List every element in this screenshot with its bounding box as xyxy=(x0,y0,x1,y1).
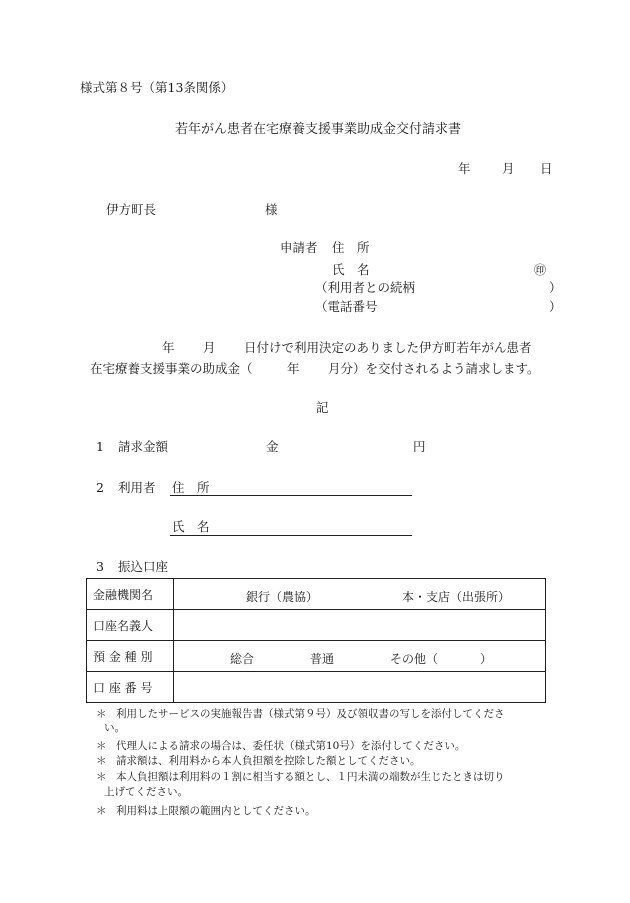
item1-label: 請求金額 xyxy=(118,439,169,454)
account-number-label: 口 座 番 号 xyxy=(87,672,174,703)
note-text: 利用したサービスの実施報告書（様式第９号）及び領収書の写しを添付してくださ xyxy=(116,708,505,720)
account-holder-label: 口座名義人 xyxy=(87,610,174,641)
applicant-relation-label: （利用者との続柄 xyxy=(315,280,416,295)
date-month: 月 xyxy=(502,161,515,176)
deposit-option-other-close: ） xyxy=(480,652,493,666)
bank-kind-text: 銀行（農協） xyxy=(246,590,319,604)
form-number: 様式第８号（第13条関係） xyxy=(80,80,234,95)
table-row xyxy=(87,610,546,641)
body-line2-month-part: 月分）を交付されるよう請求します。 xyxy=(328,361,540,376)
item2-name-label: 氏 名 xyxy=(172,519,210,534)
body-line1-rest: 日付けで利用決定のありました伊方町若年がん患者 xyxy=(244,340,532,355)
asterisk-icon: ＊ xyxy=(96,771,107,783)
body-year: 年 xyxy=(162,340,175,355)
asterisk-icon: ＊ xyxy=(96,755,107,767)
bank-name-cell[interactable] xyxy=(174,579,546,610)
addressee-honorific: 様 xyxy=(265,202,278,217)
addressee-name: 伊方町長 xyxy=(106,202,157,217)
branch-kind-text: 本・支店（出張所） xyxy=(402,590,511,604)
account-number-cell[interactable] xyxy=(174,672,546,703)
deposit-type-label: 預 金 種 別 xyxy=(87,641,174,672)
item2-number: 2 xyxy=(96,480,104,495)
body-month: 月 xyxy=(203,340,216,355)
deposit-type-cell[interactable] xyxy=(174,641,546,672)
table-row xyxy=(87,579,546,610)
body-line2-year: 年 xyxy=(287,361,300,376)
note-text: 利用料は上限額の範囲内としてください。 xyxy=(116,805,316,817)
note-text: 上げてください。 xyxy=(104,786,188,798)
ki-heading: 記 xyxy=(316,400,329,415)
document-title: 若年がん患者在宅療養支援事業助成金交付請求書 xyxy=(175,122,462,137)
table-row xyxy=(87,672,546,703)
bank-account-table xyxy=(86,578,546,703)
user-address-underline[interactable] xyxy=(170,495,412,496)
relation-close-paren: ） xyxy=(549,280,562,295)
item1-number: 1 xyxy=(96,439,104,454)
phone-close-paren: ） xyxy=(549,299,562,314)
item1-kin: 金 xyxy=(266,439,279,454)
asterisk-icon: ＊ xyxy=(96,708,107,720)
date-year: 年 xyxy=(458,161,471,176)
applicant-name-label: 氏 名 xyxy=(332,262,370,277)
table-row xyxy=(87,641,546,672)
asterisk-icon: ＊ xyxy=(96,805,107,817)
applicant-address-label: 住 所 xyxy=(332,240,370,255)
date-day: 日 xyxy=(540,161,553,176)
user-name-underline[interactable] xyxy=(170,535,412,536)
note-text: 本人負担額は利用料の１割に相当する額とし、１円未満の端数が生じたときは切り xyxy=(116,771,505,783)
item3-number: 3 xyxy=(96,559,104,574)
item3-label: 振込口座 xyxy=(118,559,169,574)
item2-address-label: 住 所 xyxy=(172,480,210,495)
applicant-label: 申請者 xyxy=(280,240,318,255)
note-text: い。 xyxy=(104,722,125,734)
note-text: 請求額は、利用料から本人負担額を控除した額としてください。 xyxy=(116,755,421,767)
seal-mark: ㊞ xyxy=(534,263,547,277)
deposit-option-sogo[interactable]: 総合 xyxy=(230,652,255,666)
asterisk-icon: ＊ xyxy=(96,740,107,752)
body-line2-part1: 在宅療養支援事業の助成金（ xyxy=(90,361,253,376)
account-holder-cell[interactable] xyxy=(174,610,546,641)
bank-name-label: 金融機関名 xyxy=(87,579,174,610)
deposit-option-other[interactable]: その他（ xyxy=(390,652,439,666)
item2-label: 利用者 xyxy=(118,480,156,495)
applicant-phone-label: （電話番号 xyxy=(315,299,378,314)
item1-yen: 円 xyxy=(413,439,426,454)
deposit-option-futsu[interactable]: 普通 xyxy=(310,652,335,666)
note-text: 代理人による請求の場合は、委任状（様式第10号）を添付してください。 xyxy=(116,740,466,752)
